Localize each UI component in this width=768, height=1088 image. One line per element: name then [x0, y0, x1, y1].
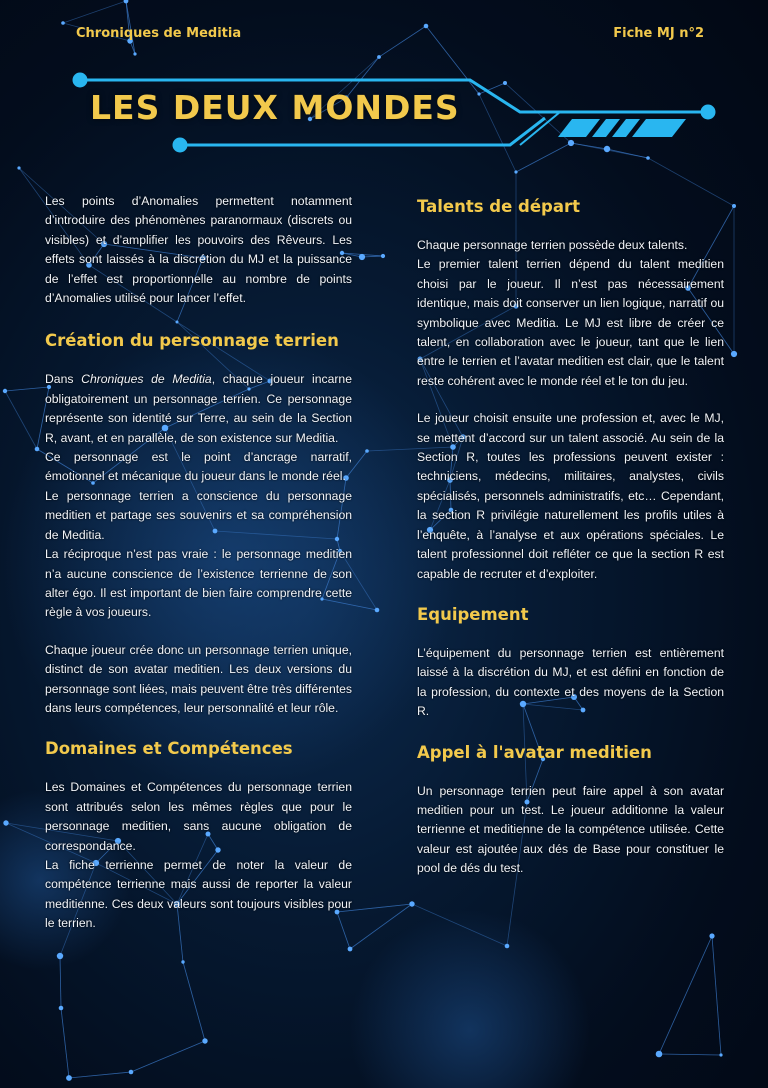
network-node — [359, 254, 365, 260]
creation-paragraph-2: Ce personnage est le point d’ancrage narratif, émotionnel et mécanique du joueur dans le monde réel. — [45, 450, 352, 484]
network-node — [719, 1053, 722, 1056]
talents-paragraph-1: Chaque personnage terrien possède deux talents. — [417, 238, 688, 252]
header-series-title: Chroniques de Meditia — [76, 26, 242, 41]
network-node — [514, 170, 517, 173]
appel-paragraph: Un personnage terrien peut faire appel à son avatar meditien pour un test. Le joueur additionne la valeur terrienne et meditienne de la compétence utilisée. Cette valeur est ajoutée aux dés de Base pour constituer le pool de dés du test. — [417, 783, 724, 876]
network-node — [381, 254, 385, 258]
network-node — [365, 449, 369, 453]
creation-paragraph-1: Dans Chroniques de Meditia, chaque joueur incarne obligatoirement un personnage terrien. Ce personnage représente son identité sur Terre, au sein de la Section R, avant, et en parallèle, de son existence sur Meditia. — [45, 372, 352, 445]
section-appel — [417, 742, 724, 879]
section-equipement — [417, 604, 724, 722]
network-node — [66, 1075, 72, 1081]
right-column — [417, 196, 724, 879]
left-column — [45, 192, 352, 934]
talents-paragraph-3: Le joueur choisit ensuite une profession et, avec le MJ, se mettent d’accord sur un talent associé. Au sein de la Section R, toutes les professions peuvent exister : techniciens, médecins, militaires, analystes, civils spécialisés, personnels administratifs, etc… Cependant, la section R privilégie naturellement les profils utiles à l’enquête, à l’analyse et aux opérations spéciales. Le talent professionnel doit refléter ce que la section R est capable de recruter et d’exploiter. — [417, 411, 724, 581]
network-node — [375, 608, 380, 613]
page-title: LES DEUX MONDES — [90, 88, 460, 127]
heading-domaines: Domaines et Compétences — [45, 739, 293, 759]
network-node — [57, 953, 63, 959]
domaines-paragraph-1: Les Domaines et Compétences du personnage terrien sont attribués selon les mêmes règles que pour le personnage meditien, sans aucune obligation de correspondance. — [45, 780, 352, 853]
heading-talents: Talents de départ — [417, 197, 581, 216]
creation-paragraph-4: La réciproque n’est pas vraie : le personnage meditien n’a aucune conscience de l’existence terrienne de son alter égo. Il est important de bien faire comprendre cette règle à vos joueurs. — [45, 547, 352, 620]
network-node — [732, 204, 736, 208]
network-node — [656, 1051, 663, 1058]
circuit-bars — [558, 119, 686, 137]
section-domaines — [45, 738, 352, 933]
network-node — [3, 820, 8, 825]
network-node — [202, 1038, 207, 1043]
network-node — [409, 901, 414, 906]
heading-equipement: Equipement — [417, 604, 529, 624]
network-node — [61, 21, 65, 25]
network-node — [3, 389, 7, 393]
network-node — [477, 92, 480, 95]
network-node — [59, 1006, 64, 1011]
domaines-paragraph-2: La fiche terrienne permet de noter la valeur de compétence terrienne mais aussi de reporter la valeur meditienne. Ces deux valeurs sont toujours visibles pour le terrien. — [45, 857, 352, 931]
network-node — [709, 933, 714, 938]
network-node — [133, 52, 136, 55]
intro-paragraph: Les points d’Anomalies permettent notamment d’introduire des phénomènes paranormaux (discrets ou visibles) et d’amplifier les pouvoirs des Rêveurs. Les effets sont laissés à la discrétion du MJ et la puissance de l’effet est proportionnelle au nombre de points d’Anomalies utilisé pour lancer l’effet. — [45, 194, 352, 306]
heading-appel: Appel à l'avatar meditien — [417, 742, 652, 762]
network-node — [424, 24, 429, 29]
network-node — [129, 1070, 134, 1075]
network-node — [731, 351, 737, 357]
network-node — [604, 146, 610, 152]
network-node — [17, 166, 20, 169]
header-sheet-number: Fiche MJ n°2 — [613, 26, 704, 41]
network-node — [348, 947, 353, 952]
talents-paragraph-2: Le premier talent terrien dépend du talent meditien choisi par le joueur. Il n’est pas nécessairement identique, mais doit conserver un lien logique, narratif ou symbolique avec Meditia. Le MJ est libre de créer ce talent, en collaboration avec le joueur, tant que le lien entre le terrien et l’avatar meditien est clair, que le talent reste cohérent avec le monde réel et le ton du jeu. — [417, 257, 724, 388]
network-node — [124, 0, 129, 3]
network-node — [505, 944, 510, 949]
network-node — [377, 55, 381, 59]
heading-creation: Création du personnage terrien — [45, 331, 339, 351]
equipement-paragraph: L’équipement du personnage terrien est entièrement laissé à la discrétion du MJ, et est défini en fonction de la profession, du contexte et des moyens de la Section R. — [417, 645, 724, 719]
creation-paragraph-3: Le personnage terrien a conscience du personnage meditien et partage ses souvenirs et sa compréhension de Meditia. — [45, 488, 352, 542]
section-talents — [417, 196, 724, 584]
creation-paragraph-5: Chaque joueur crée donc un personnage terrien unique, distinct de son avatar meditien. Les deux versions du personnage sont liées, mais peuvent être très différentes dans leurs compétences, leur personnalité et leur rôle. — [45, 642, 352, 715]
network-node — [35, 447, 40, 452]
network-node — [503, 81, 507, 85]
network-node — [646, 156, 650, 160]
section-creation — [45, 330, 352, 718]
network-node — [181, 960, 184, 963]
network-node — [568, 140, 574, 146]
